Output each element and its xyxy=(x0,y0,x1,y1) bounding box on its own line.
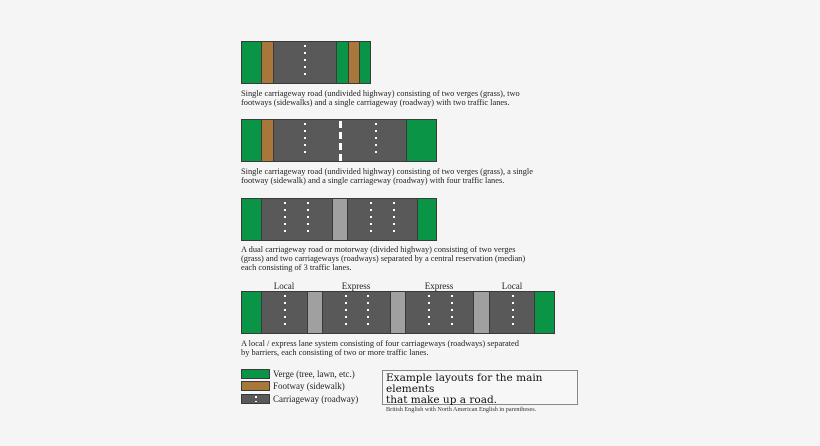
lane-label-local-right: Local xyxy=(501,281,523,291)
caption-line: each consisting of 3 traffic lanes. xyxy=(241,263,352,272)
lane-divider-dotted xyxy=(367,295,369,330)
lane-label-express-left: Express xyxy=(341,281,371,291)
caption-line: by barriers, each consisting of two or more traffic lanes. xyxy=(241,348,429,357)
lane-label-express-right: Express xyxy=(424,281,454,291)
road-layout-single-two-lanes xyxy=(241,41,371,84)
lane-divider-dotted xyxy=(345,295,347,330)
caption-single-two-lanes xyxy=(241,89,520,107)
road-layout-local-express xyxy=(241,291,555,334)
central-reservation xyxy=(332,198,348,241)
legend-item-footway xyxy=(241,380,345,391)
lane-divider-dotted xyxy=(393,202,395,237)
carriageway-express-left xyxy=(322,291,391,334)
lane-label-local-left: Local xyxy=(273,281,295,291)
carriageway-swatch xyxy=(241,394,270,404)
lane-divider-dotted xyxy=(375,123,377,158)
lane-divider-dotted xyxy=(284,295,286,330)
carriageway-left xyxy=(261,198,333,241)
carriageway xyxy=(273,119,407,162)
caption-line: footway (sidewalk) and a single carriageway (roadway) with four traffic lanes. xyxy=(241,176,505,185)
legend-item-verge xyxy=(241,368,355,379)
lane-divider-dotted xyxy=(284,202,286,237)
caption-line: Single carriageway road (undivided highway) consisting of two verges (grass), a single xyxy=(241,167,533,176)
caption-single-four-lanes xyxy=(241,167,533,185)
lane-divider-dotted xyxy=(512,295,514,330)
legend-label: Verge (tree, lawn, etc.) xyxy=(273,368,355,379)
carriageway xyxy=(273,41,337,84)
verge-right xyxy=(406,119,437,162)
lane-divider-dotted xyxy=(255,396,257,402)
caption-dual-carriageway xyxy=(241,245,525,272)
lane-divider-dotted xyxy=(304,45,306,80)
verge-left xyxy=(241,41,262,84)
caption-local-express xyxy=(241,339,519,357)
road-layout-dual-carriageway xyxy=(241,198,437,241)
legend-label: Carriageway (roadway) xyxy=(273,393,359,404)
caption-line: (grass) and two carriageways (roadways) separated by a central reservation (median) xyxy=(241,254,526,263)
carriageway-local-right xyxy=(489,291,535,334)
carriageway-express-right xyxy=(405,291,474,334)
legend-item-carriageway xyxy=(241,393,358,404)
verge-right xyxy=(534,291,555,334)
verge-left xyxy=(241,198,262,241)
caption-line: Single carriageway road (undivided highway) consisting of two verges (grass), two xyxy=(241,89,520,98)
caption-line: footways (sidewalks) and a single carriageway (roadway) with two traffic lanes. xyxy=(241,98,510,107)
caption-line: A dual carriageway road or motorway (divided highway) consisting of two verges xyxy=(241,245,516,254)
barrier-1 xyxy=(307,291,323,334)
caption-line: A local / express lane system consisting of four carriageways (roadways) separated xyxy=(241,339,519,348)
lane-divider-dotted xyxy=(304,123,306,158)
legend-label: Footway (sidewalk) xyxy=(273,380,345,391)
lane-divider-dotted xyxy=(428,295,430,330)
barrier-2 xyxy=(390,291,406,334)
lane-divider-dotted xyxy=(307,202,309,237)
verge-right xyxy=(359,41,371,84)
verge-swatch xyxy=(241,369,270,379)
description-subtitle: British English with North American English in parentheses. xyxy=(386,406,537,413)
road-layout-single-four-lanes xyxy=(241,119,437,162)
barrier-3 xyxy=(473,291,490,334)
lane-divider-dotted xyxy=(451,295,453,330)
footway-swatch xyxy=(241,381,270,391)
description-title-line-1: Example layouts for the main elements xyxy=(386,372,543,395)
description-title-line-2: that make up a road. xyxy=(386,394,498,406)
description-box xyxy=(382,370,578,413)
verge-right xyxy=(417,198,437,241)
lane-divider-dotted xyxy=(370,202,372,237)
verge-left xyxy=(241,119,262,162)
center-line-dashed xyxy=(339,121,342,161)
verge-left xyxy=(241,291,262,334)
carriageway-right xyxy=(347,198,418,241)
carriageway-local-left xyxy=(261,291,308,334)
